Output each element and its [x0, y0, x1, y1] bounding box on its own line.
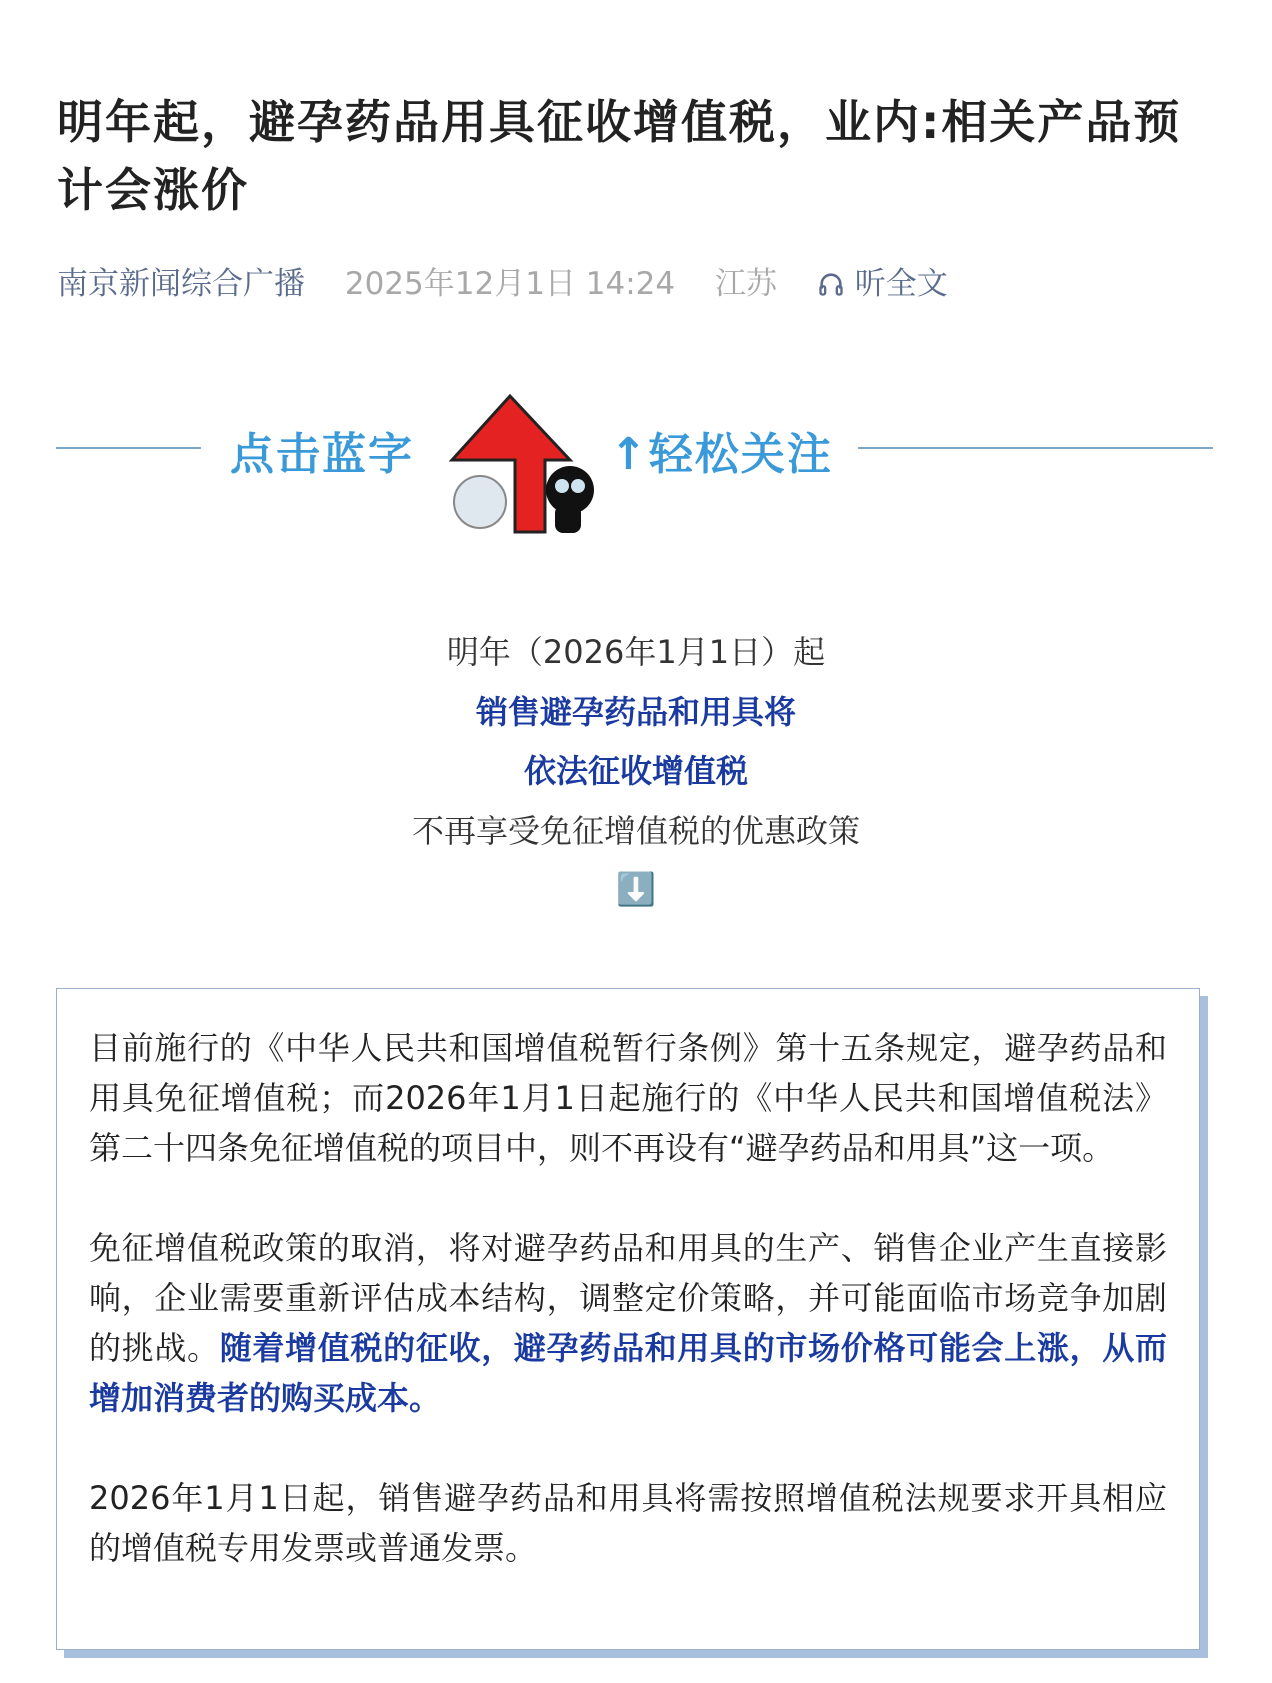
paragraph-1: 目前施行的《中华人民共和国增值税暂行条例》第十五条规定，避孕药品和用具免征增值税；而2026年1月1日起施行的《中华人民共和国增值税法》第二十四条免征增值税的项目中，则不再设有“避孕药品和用具”这一项。 — [89, 1029, 1167, 1167]
divider-right — [858, 447, 1213, 449]
location: 江苏 — [714, 266, 777, 302]
listen-label: 听全文 — [854, 266, 948, 302]
lead-line-1: 明年（2026年1月1日）起 — [446, 633, 826, 671]
article-meta — [57, 264, 1008, 304]
article-title: 明年起，避孕药品用具征收增值税，业内:相关产品预计会涨价 — [57, 95, 1182, 217]
banner-right-text: ↑轻松关注 — [610, 429, 833, 480]
lead-line-4: 不再享受免征增值税的优惠政策 — [411, 812, 860, 850]
paragraph-3: 2026年1月1日起，销售避孕药品和用具将需按照增值税法规要求开具相应的增值税专用发票或普通发票。 — [89, 1479, 1167, 1567]
lead-line-3: 依法征收增值税 — [523, 752, 748, 790]
paragraph-2 — [89, 1223, 1167, 1423]
banner-left-text: 点击蓝字 — [230, 429, 414, 480]
down-arrow-icon: ⬇️ — [616, 870, 656, 908]
follow-banner[interactable] — [0, 390, 1272, 550]
lead-line-2: 销售避孕药品和用具将 — [475, 693, 796, 731]
headphones-icon — [817, 270, 845, 298]
content-box — [56, 988, 1200, 1650]
paragraph-2-highlight: 随着增值税的征收，避孕药品和用具的市场价格可能会上涨，从而增加消费者的购买成本。 — [89, 1329, 1167, 1417]
publish-time: 2025年12月1日 14:24 — [344, 266, 676, 302]
red-arrow-cats-icon — [440, 390, 610, 540]
source-link[interactable]: 南京新闻综合广播 — [57, 266, 305, 302]
paragraph-2-text: 免征增值税政策的取消，将对避孕药品和用具的生产、销售企业产生直接影响，企业需要重新评估成本结构，调整定价策略，并可能面临市场竞争加剧的挑战。 — [89, 1229, 1167, 1367]
divider-left — [56, 447, 201, 449]
listen-button[interactable] — [817, 266, 978, 302]
